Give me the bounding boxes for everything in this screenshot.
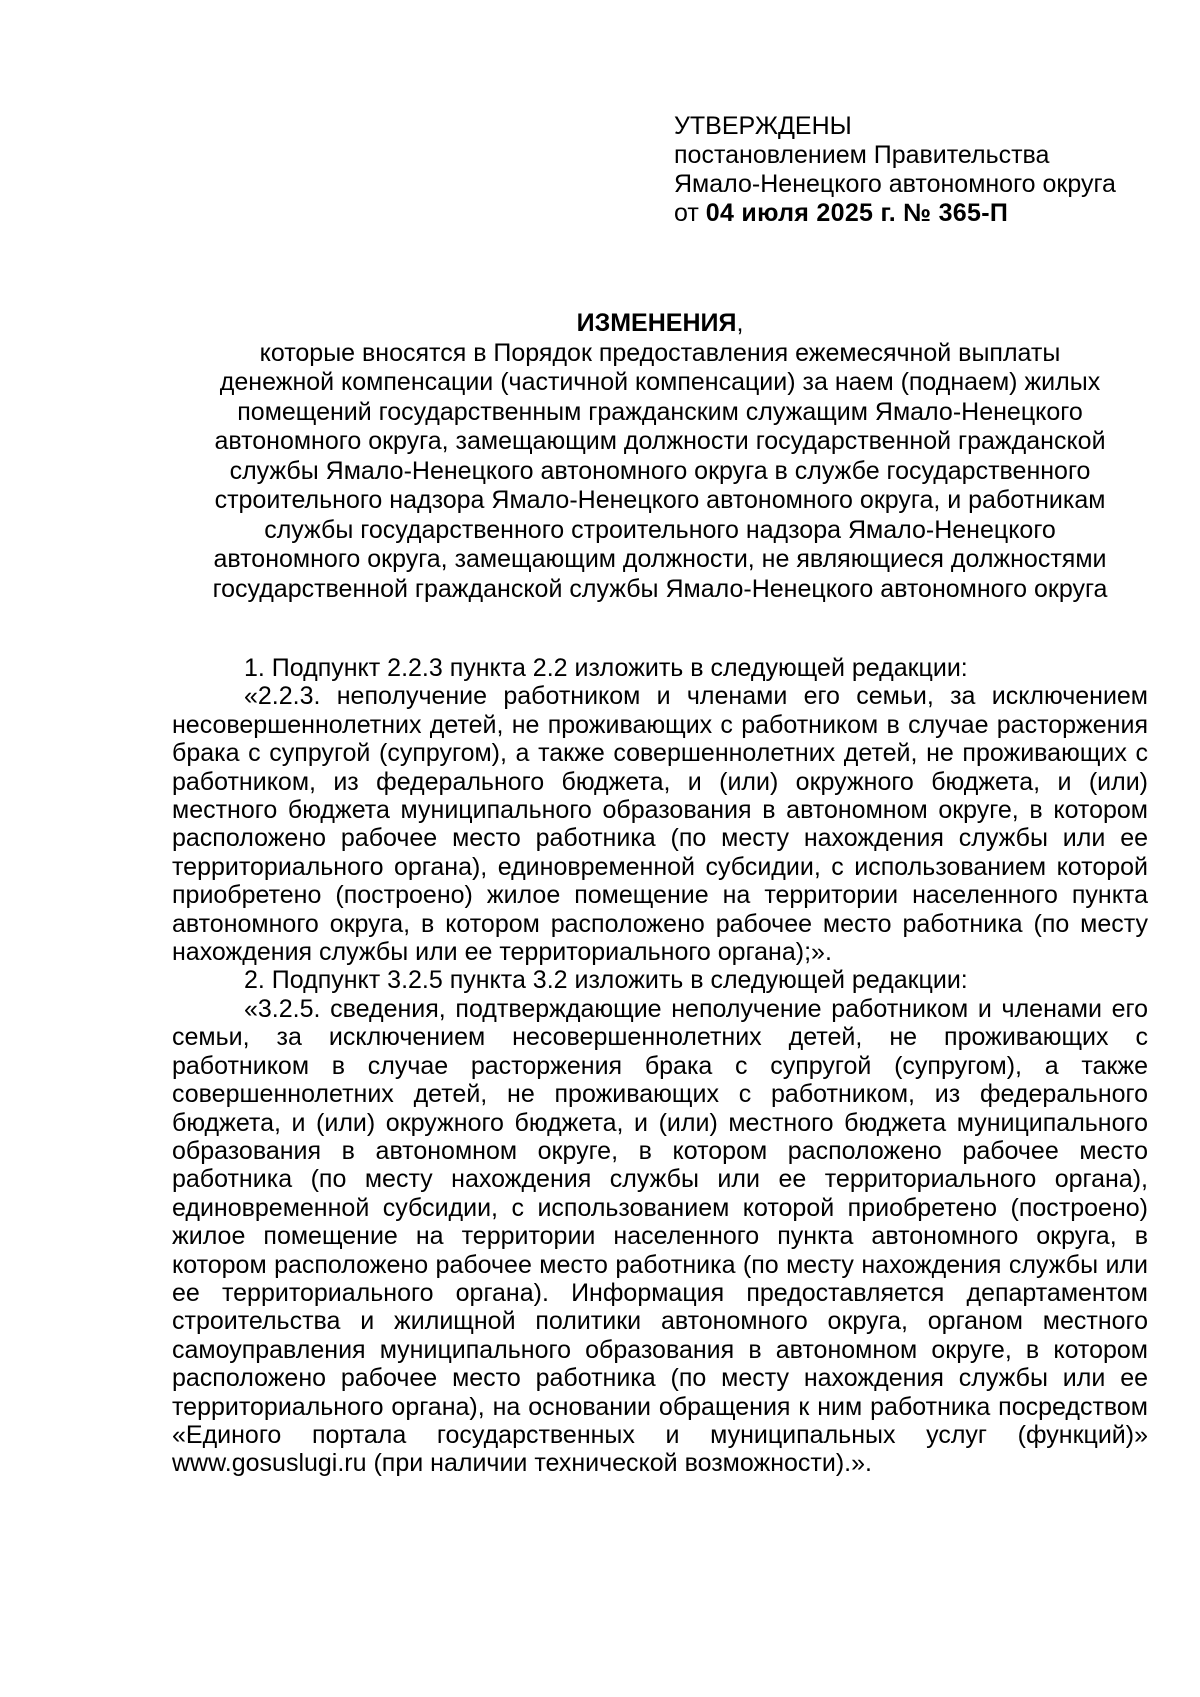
paragraph-item-2: 2. Подпункт 3.2.5 пункта 3.2 изложить в следующей редакции: — [244, 966, 968, 995]
subtitle-line: помещений государственным гражданским служащим Ямало-Ненецкого — [237, 397, 1083, 426]
subtitle-line: службы государственного строительного надзора Ямало-Ненецкого — [264, 515, 1056, 544]
document-title-heading: ИЗМЕНЕНИЯ — [576, 309, 737, 337]
subtitle-line: автономного округа, замещающим должности, не являющиеся должностями — [213, 545, 1107, 573]
document-title-block — [170, 309, 1150, 604]
approval-date: 04 июля 2025 г. № 365-П — [705, 199, 1009, 227]
document-body — [172, 654, 1148, 1478]
subtitle-line: службы Ямало-Ненецкого автономного округа в службе государственного — [229, 456, 1091, 485]
approval-stamp-heading: УТВЕРЖДЕНЫ — [674, 112, 852, 140]
subtitle-line: денежной компенсации (частичной компенсации) за наем (поднаем) жилых — [219, 368, 1101, 396]
approval-date-line — [674, 199, 1144, 228]
document-title — [170, 309, 1150, 339]
subtitle-line: которые вносятся в Порядок предоставления ежемесячной выплаты — [259, 338, 1061, 367]
paragraph-item-1-text: «2.2.3. неполучение работником и членами его семьи, за исключением несовершеннолетних детей, не проживающих с работником в случае расторжения брака с супругой (супругом), а также совершеннолетних детей, не проживающих с работником, из федерального бюджета, и (или) окружного бюджета, и (или) местного бюджета муниципального образования в автономном округе, в котором расположено рабочее место работника (по месту нахождения службы или ее территориального органа), единовременной субсидии, с использованием которой приобретено (построено) жилое помещение на территории населенного пункта автономного округа, в котором расположено рабочее место работника (по месту нахождения службы или ее территориального органа);». — [172, 682, 1148, 967]
approval-decree-line-2: Ямало-Ненецкого автономного округа — [674, 170, 1116, 198]
document-subtitle — [170, 339, 1150, 605]
approval-date-prefix: от — [674, 199, 699, 227]
subtitle-line: строительного надзора Ямало-Ненецкого автономного округа, и работникам — [214, 486, 1106, 514]
subtitle-line: государственной гражданской службы Ямало-Ненецкого автономного округа — [212, 574, 1108, 603]
paragraph-item-2-text: «3.2.5. сведения, подтверждающие неполучение работником и членами его семьи, за исключением несовершеннолетних детей, не проживающих с работником в случае расторжения брака с супругой (супругом), а также совершеннолетних детей, не проживающих с работником, из федерального бюджета, и (или) окружного бюджета, и (или) местного бюджета муниципального образования в автономном округе, в котором расположено рабочее место работника (по месту нахождения службы или ее территориального органа), единовременной субсидии, с использованием которой приобретено (построено) жилое помещение на территории населенного пункта автономного округа, в котором расположено рабочее место работника (по месту нахождения службы или ее территориального органа). Информация предоставляется департаментом строительства и жилищной политики автономного округа, органом местного самоуправления муниципального образования в автономном округе, в котором расположено рабочее место работника (по месту нахождения службы или ее территориального органа), на основании обращения к ним работника посредством «Единого портала государственных и муниципальных услуг (функций)» www.gosuslugi.ru (при наличии технической возможности).». — [172, 994, 1148, 1478]
subtitle-line: автономного округа, замещающим должности государственной гражданской — [214, 427, 1106, 455]
paragraph-item-1: 1. Подпункт 2.2.3 пункта 2.2 изложить в следующей редакции: — [244, 654, 968, 682]
document-title-suffix: , — [736, 309, 744, 337]
approval-decree-line-1: постановлением Правительства — [674, 141, 1050, 169]
approval-block — [674, 112, 1144, 228]
